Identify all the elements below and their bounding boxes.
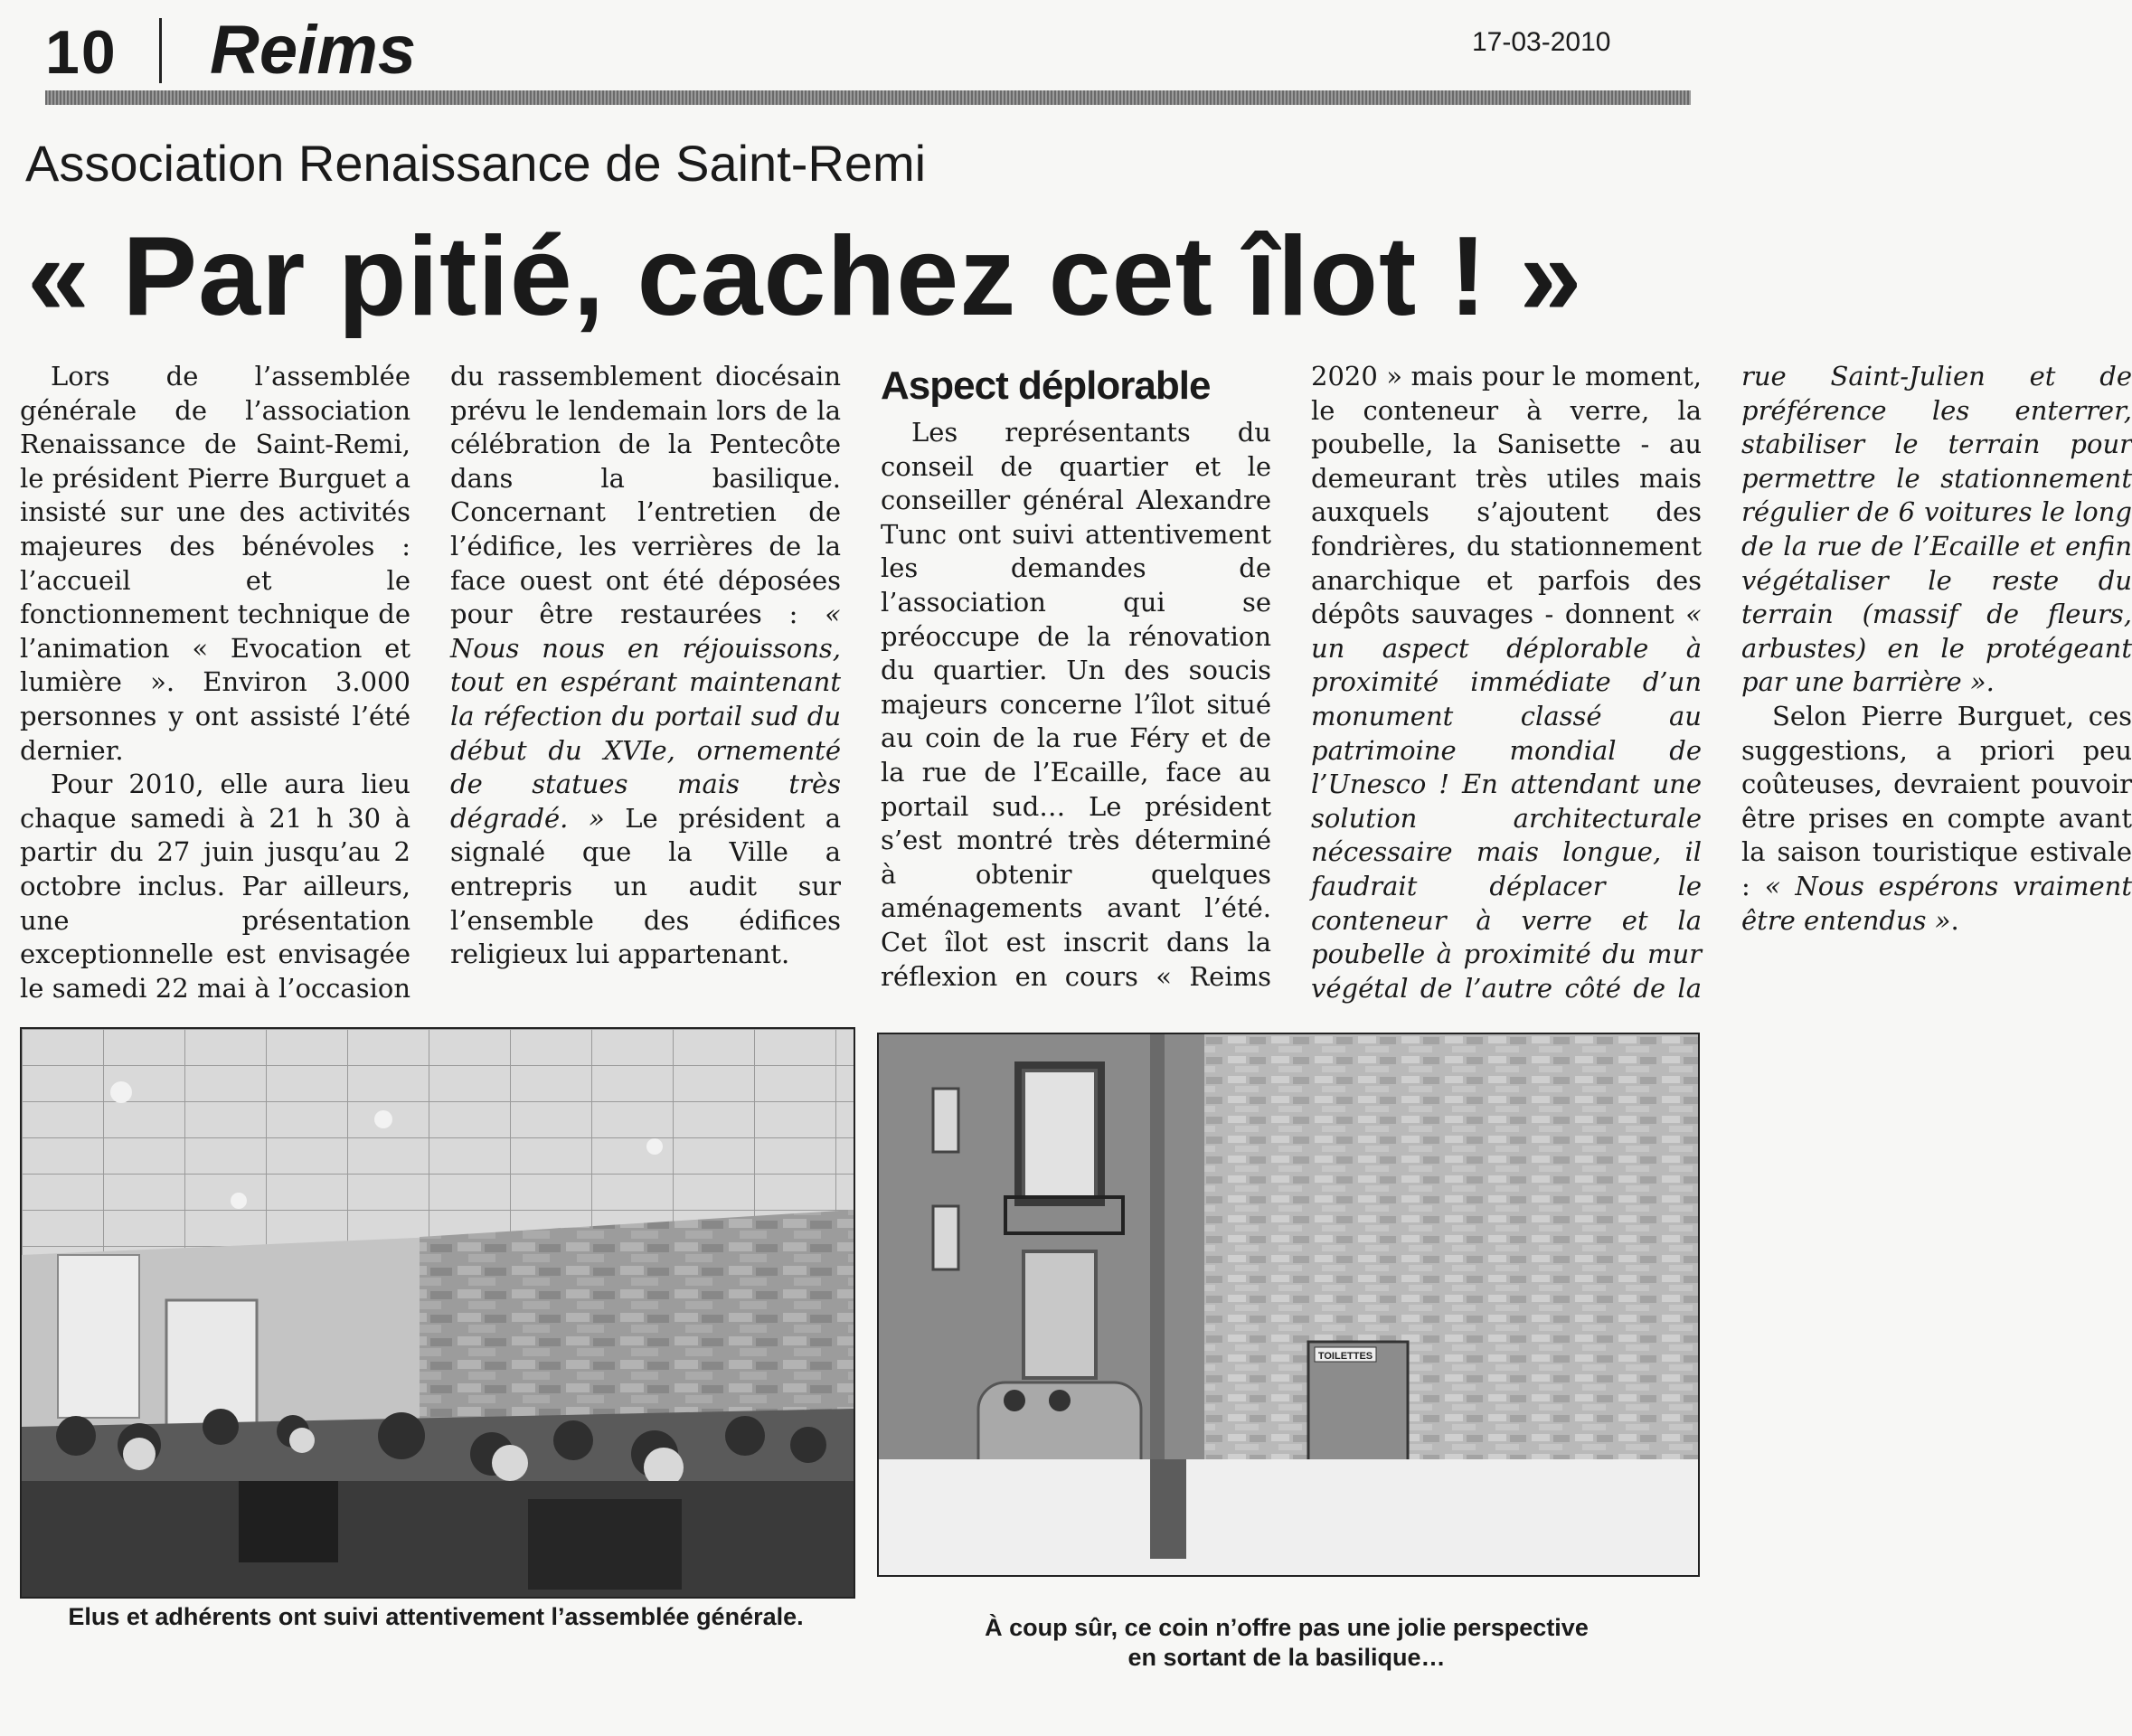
street-corner-photo xyxy=(877,1033,1700,1577)
header-rule xyxy=(45,90,1691,105)
article-body xyxy=(20,360,2132,1011)
assembly-photo-image xyxy=(22,1029,854,1597)
street-corner-photo-image xyxy=(879,1034,1698,1575)
article-kicker: Association Renaissance de Saint-Remi xyxy=(25,135,927,192)
street-photo-caption xyxy=(877,1613,1696,1673)
page-number: 10 xyxy=(45,18,118,87)
paragraph-1: Lors de l’assemblée générale de l’association Renaissance de Saint-Remi, le président Pierre Burguet a insisté sur une des activités majeures des bénévoles : l’accueil et le fonctionnement technique de l’animation « Evocation et lumière ». Environ 3.000 personnes y ont assisté l’été dernier. xyxy=(20,361,410,766)
paragraph-4-text: Selon Pierre Burguet, ces suggestions, a priori peu coûteuses, devraient pouvoir être prises en compte avant la saison touristique estivale : xyxy=(1741,700,2132,901)
section-name: Reims xyxy=(210,12,417,89)
quote-1: « Nous nous en réjouissons, tout en espérant maintenant la réfection du portail sud du début du XVIe, ornementé de statues mais très dégradé. » xyxy=(450,599,841,834)
assembly-photo-caption: Elus et adhérents ont suivi attentivement l’assemblée générale. xyxy=(68,1603,804,1630)
assembly-photo xyxy=(20,1027,855,1599)
header-divider xyxy=(159,18,162,83)
article-headline: « Par pitié, cachez cet îlot ! » xyxy=(27,214,1583,339)
quote-3: « Nous espérons vraiment être entendus » xyxy=(1741,870,2132,936)
toilet-sign-text: TOILETTES xyxy=(1317,1351,1373,1362)
street-photo-caption-line-2: en sortant de la basilique… xyxy=(1127,1644,1446,1671)
paragraph-3-text: Les représentants du conseil de quartier et le conseiller général Alexandre Tunc ont suivi attentivement les demandes de l’association qui se préoccupe de la rénovation du quartier. Un des soucis majeurs concerne l’îlot situé au coin de la rue Féry et de la rue de l’Ecaille, face au portail sud… Le président s’est montré très déterminé à obtenir quelques aménagements avant l’été. Cet îlot est inscrit dans la réflexion en cours « Reims 2020 » mais pour le moment, le conteneur à verre, la poubelle, la Sanisette - au demeurant très utiles mais auxquels s’ajoutent des fondrières, du stationnement anarchique et parfois des dépôts sauvages - donnent xyxy=(881,361,1702,992)
article-subhead: Aspect déplorable xyxy=(881,363,1211,408)
paragraph-4 xyxy=(1741,700,2132,938)
paragraph-2-end: Le président a signalé que la Ville a entrepris un audit sur l’ensemble des édifices religieux lui appartenant. xyxy=(450,802,841,970)
street-photo-caption-line-1: À coup sûr, ce coin n’offre pas une jolie perspective xyxy=(985,1614,1589,1641)
quote-2: « un aspect déplorable à proximité immédiate d’un monument classé au patrimoine mondial de l’Unesco ! En attendant une solution architecturale nécessaire mais longue, il faudrait déplacer le conteneur à verre et la poubelle à proximité du mur végétal de l’autre côté de la rue Saint-Julien et de préférence les enterrer, stabiliser le terrain pour permettre le stationnement régulier de 6 voitures le long de la rue de l’Ecaille et enfin végétaliser le reste du terrain (massif de fleurs, arbustes) en le protégeant par une barrière ». xyxy=(1311,361,2132,1004)
paragraph-4-end: . xyxy=(1950,904,1959,936)
issue-date: 17-03-2010 xyxy=(1472,27,1611,57)
paragraph-2-text: Pour 2010, elle aura lieu chaque samedi à 21 h 30 à partir du 27 juin jusqu’au 2 octobre inclus. Par ailleurs, une présentation exceptionnelle est envisagée le samedi 22 mai à l’occasion du rassemblement diocésain prévu le lendemain lors de la célébration de la Pentecôte dans la basilique. Concernant l’entretien de l’édifice, les verrières de la face ouest ont été déposées pour être restaurées : xyxy=(20,361,841,1004)
